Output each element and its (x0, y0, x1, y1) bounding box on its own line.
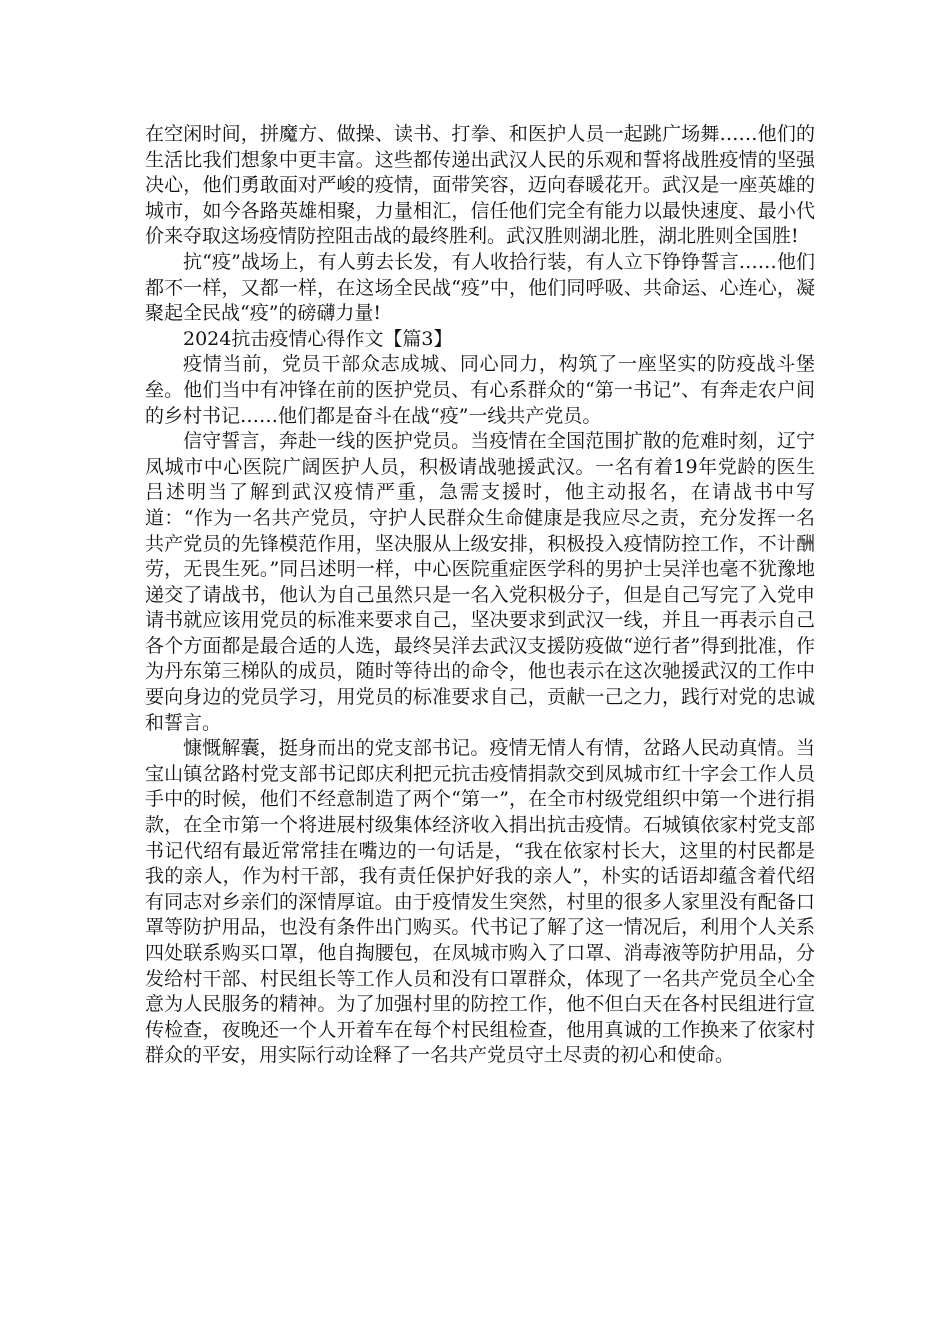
paragraph-party-secretary: 慷慨解囊，挺身而出的党支部书记。疫情无情人有情，岔路人民动真情。当宝山镇岔路村党支部书记郎庆利把元抗击疫情捐款交到凤城市红十字会工作人员手中的时候，他们不经意制造了两个“第一”，在全市村级党组织中第一个进行捐款，在全市第一个将进展村级集体经济收入捐出抗击疫情。石城镇依家村党支部书记代绍有最近常常挂在嘴边的一句话是，“我在依家村长大，这里的村民都是我的亲人，作为村干部，我有责任保护好我的亲人”，朴实的话语却蕴含着代绍有同志对乡亲们的深情厚谊。由于疫情发生突然，村里的很多人家里没有配备口罩等防护用品，也没有条件出门购买。代书记了解了这一情况后，利用个人关系四处联系购买口罩，他自掏腰包，在凤城市购入了口罩、消毒液等防护用品，分发给村干部、村民组长等工作人员和没有口罩群众，体现了一名共产党员全心全意为人民服务的精神。为了加强村里的防控工作，他不但白天在各村民组进行宣传检查，夜晚还一个人开着车在每个村民组检查，他用真诚的工作换来了依家村群众的平安，用实际行动诠释了一名共产党员守土尽责的初心和使命。 (145, 737, 815, 1067)
paragraph-party-members: 疫情当前，党员干部众志成城、同心同力，构筑了一座坚实的防疫战斗堡垒。他们当中有冲锋在前的医护党员、有心系群众的“第一书记”、有奔走农户间的乡村书记……他们都是奋斗在战“疫”一线共产党员。 (145, 353, 815, 427)
paragraph-anti-epidemic-battlefield: 抗“疫”战场上，有人剪去长发，有人收拾行装，有人立下铮铮誓言……他们都不一样，又都一样，在这场全民战“疫”中，他们同呼吸、共命运、心连心，凝聚起全民战“疫”的磅礴力量! (145, 250, 815, 325)
section-heading: 2024抗击疫情心得作文【篇3】 (183, 327, 453, 350)
paragraph-medical-party-members: 信守誓言，奔赴一线的医护党员。当疫情在全国范围扩散的危难时刻，辽宁凤城市中心医院广阔医护人员，积极请战驰援武汉。一名有着19年党龄的医生吕述明当了解到武汉疫情严重，急需支援时，他主动报名，在请战书中写道：“作为一名共产党员，守护人民群众生命健康是我应尽之责，充分发挥一名共产党员的先锋模范作用，坚决服从上级安排，积极投入疫情防控工作，不计酬劳，无畏生死。”同吕述明一样，中心医院重症医学科的男护士吴洋也毫不犹豫地递交了请战书，他认为自己虽然只是一名入党积极分子，但是自己写完了入党申请书就应该用党员的标准来要求自己，坚决要求到武汉一线，并且一再表示自己各个方面都是最合适的人选，最终吴洋去武汉支援防疫做“逆行者”得到批准，作为丹东第三梯队的成员，随时等待出的命令，他也表示在这次驰援武汉的工作中要向身边的党员学习，用党员的标准要求自己，贡献一己之力，践行对党的忠诚和誓言。 (145, 430, 815, 734)
paragraph-continued: 在空闲时间，拼魔方、做操、读书、打拳、和医护人员一起跳广场舞……他们的生活比我们想象中更丰富。这些都传递出武汉人民的乐观和誓将战胜疫情的坚强决心，他们勇敢面对严峻的疫情，面带笑容，迈向春暖花开。武汉是一座英雄的城市，如今各路英雄相聚，力量相汇，信任他们完全有能力以最快速度、最小代价来夺取这场疫情防控阻击战的最终胜利。武汉胜则湖北胜，湖北胜则全国胜! (145, 123, 815, 248)
document-page (145, 122, 815, 1069)
